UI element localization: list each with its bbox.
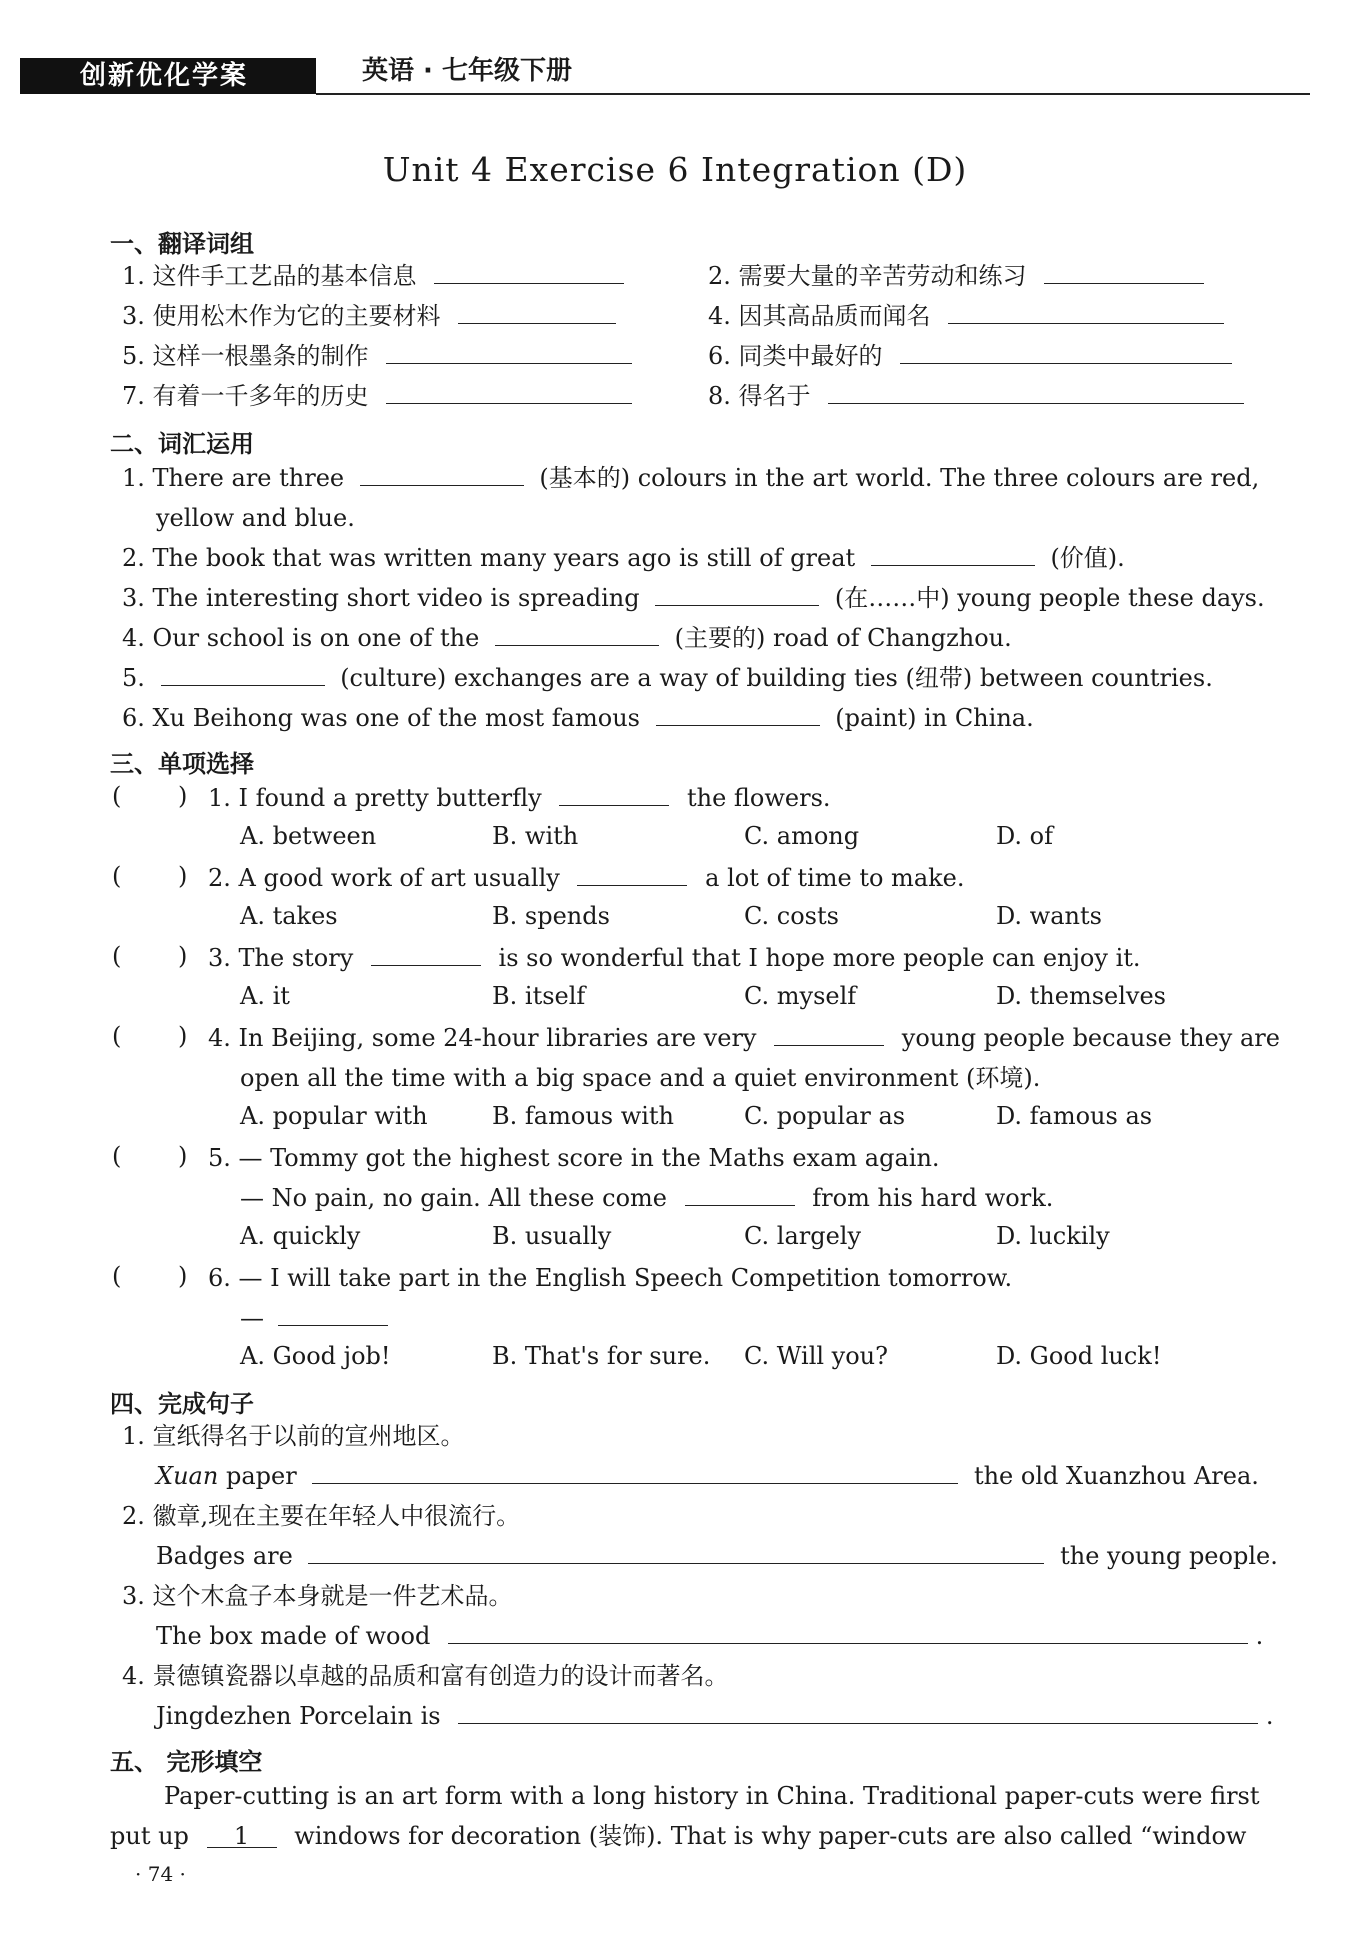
answer-blank[interactable] [386,381,632,404]
question-text: 3. The interesting short video is spreading [122,584,640,612]
answer-paren-open: ( [112,1262,122,1290]
page-title: Unit 4 Exercise 6 Integration (D) [382,150,968,189]
answer-paren-close: ) [178,862,188,890]
option-a[interactable]: A. popular with [240,1102,428,1130]
cloze-blank-1[interactable]: 1 [207,1825,277,1848]
answer-blank[interactable] [312,1461,958,1484]
question-text: a lot of time to make. [705,864,965,892]
option-d[interactable]: D. luckily [996,1222,1110,1250]
question-text: Jingdezhen Porcelain is [156,1702,441,1730]
answer-blank[interactable] [655,583,819,606]
answer-blank[interactable] [774,1023,884,1046]
answer-blank[interactable] [685,1183,795,1206]
option-d[interactable]: D. Good luck! [996,1342,1162,1370]
answer-blank[interactable] [360,463,524,486]
question-text: young people because they are [901,1024,1280,1052]
answer-paren-close: ) [178,1262,188,1290]
option-c[interactable]: C. myself [744,982,857,1010]
answer-blank[interactable] [308,1541,1044,1564]
option-c[interactable]: C. popular as [744,1102,906,1130]
vocab-q5 [122,662,1213,694]
answer-paren-close: ) [178,782,188,810]
item-text: 1. 这件手工艺品的基本信息 [122,262,417,290]
section-heading-5: 五、 完形填空 [110,1748,263,1776]
answer-blank[interactable] [656,703,820,726]
mc-q4-cont: open all the time with a big space and a quiet environment (环境). [240,1064,1041,1092]
item-text: 7. 有着一千多年的历史 [122,382,369,410]
sentence-q3-cn: 3. 这个木盒子本身就是一件艺术品。 [122,1582,513,1610]
sentence-q4-en [156,1700,1273,1732]
brand-logo: 创新优化学案 [20,58,316,94]
translate-item-2 [708,260,1204,292]
option-a[interactable]: A. it [240,982,290,1010]
question-text: is so wonderful that I hope more people can enjoy it. [498,944,1141,972]
option-c[interactable]: C. Will you? [744,1342,888,1370]
passage-text: put up [110,1822,189,1850]
item-text: 2. 需要大量的辛苦劳动和练习 [708,262,1027,290]
mc-q6: 6. — I will take part in the English Speech Competition tomorrow. [208,1264,1013,1292]
answer-paren-close: ) [178,1022,188,1050]
option-a[interactable]: A. Good job! [240,1342,391,1370]
answer-blank[interactable] [828,381,1244,404]
mc-q6-reply [240,1302,388,1334]
answer-paren-close: ) [178,1142,188,1170]
answer-blank[interactable] [278,1303,388,1326]
option-a[interactable]: A. between [240,822,377,850]
header-rule [316,93,1310,95]
answer-blank[interactable] [948,301,1224,324]
vocab-q1-cont: yellow and blue. [156,504,355,532]
item-text: 8. 得名于 [708,382,811,410]
question-text: the flowers. [686,784,831,812]
section-heading-3: 三、单项选择 [110,750,254,778]
question-text: 6. Xu Beihong was one of the most famous [122,704,640,732]
answer-blank[interactable] [559,783,669,806]
vocab-q1 [122,462,1259,494]
option-d[interactable]: D. famous as [996,1102,1153,1130]
question-text: from his hard work. [812,1184,1054,1212]
question-text: the young people. [1060,1542,1278,1570]
answer-paren-open: ( [112,942,122,970]
sentence-q1-en [156,1460,1259,1492]
item-text: 4. 因其高品质而闻名 [708,302,931,330]
answer-blank[interactable] [871,543,1035,566]
answer-blank[interactable] [1044,261,1204,284]
answer-blank[interactable] [458,301,616,324]
option-d[interactable]: D. themselves [996,982,1166,1010]
option-b[interactable]: B. That's for sure. [492,1342,711,1370]
passage-text: windows for decoration (装饰). That is why paper-cuts are also called “window [294,1822,1247,1850]
question-text: (基本的) colours in the art world. The three colours are red, [539,464,1260,492]
question-text: . [1255,1622,1264,1650]
option-b[interactable]: B. famous with [492,1102,675,1130]
question-text: Badges are [156,1542,293,1570]
question-text: the old Xuanzhou Area. [973,1462,1259,1490]
answer-paren-close: ) [178,942,188,970]
answer-blank[interactable] [577,863,687,886]
option-d[interactable]: D. wants [996,902,1102,930]
answer-paren-open: ( [112,1022,122,1050]
section-heading-4: 四、完成句子 [110,1390,254,1418]
mc-q2 [208,862,965,894]
option-b[interactable]: B. spends [492,902,610,930]
translate-item-3 [122,300,616,332]
sentence-q2-cn: 2. 徽章,现在主要在年轻人中很流行。 [122,1502,521,1530]
answer-paren-open: ( [112,862,122,890]
option-c[interactable]: C. among [744,822,860,850]
sentence-q1-cn: 1. 宣纸得名于以前的宣州地区。 [122,1422,465,1450]
cloze-line-1: Paper-cutting is an art form with a long history in China. Traditional paper-cuts were first [164,1782,1260,1810]
question-text: 1. There are three [122,464,345,492]
mc-q1 [208,782,831,814]
item-text: 5. 这样一根墨条的制作 [122,342,369,370]
page-header [20,52,1310,94]
question-text: (culture) exchanges are a way of building ties (纽带) between countries. [340,664,1213,692]
question-text: 5. [122,664,145,692]
translate-item-5 [122,340,632,372]
answer-blank[interactable] [386,341,632,364]
mc-q3 [208,942,1141,974]
question-text: — No pain, no gain. All these come [240,1184,667,1212]
question-text: 2. A good work of art usually [208,864,560,892]
option-b[interactable]: B. itself [492,982,586,1010]
question-text: (主要的) road of Changzhou. [674,624,1012,652]
option-d[interactable]: D. of [996,822,1053,850]
answer-blank[interactable] [161,663,325,686]
question-text: (paint) in China. [835,704,1034,732]
answer-paren-open: ( [112,1142,122,1170]
answer-blank[interactable] [458,1701,1258,1724]
option-c[interactable]: C. costs [744,902,839,930]
translate-item-6 [708,340,1232,372]
sentence-q3-en [156,1620,1263,1652]
translate-item-8 [708,380,1244,412]
option-c[interactable]: C. largely [744,1222,862,1250]
item-text: 6. 同类中最好的 [708,342,883,370]
cloze-line-2 [110,1820,1246,1852]
answer-blank[interactable] [495,623,659,646]
vocab-q2 [122,542,1125,574]
question-text: 2. The book that was written many years ago is still of great [122,544,856,572]
question-text: — [240,1304,264,1332]
question-text: 1. I found a pretty butterfly [208,784,542,812]
answer-blank[interactable] [448,1621,1248,1644]
question-text: (在……中) young people these days. [834,584,1265,612]
page-number: · 74 · [135,1862,186,1886]
mc-q5: 5. — Tommy got the highest score in the Maths exam again. [208,1144,940,1172]
answer-blank[interactable] [900,341,1232,364]
sentence-q4-cn: 4. 景德镇瓷器以卓越的品质和富有创造力的设计而著名。 [122,1662,729,1690]
question-text: Xuan [156,1462,219,1490]
question-text: 4. Our school is on one of the [122,624,480,652]
question-text: (价值). [1050,544,1125,572]
question-text: paper [225,1462,297,1490]
vocab-q4 [122,622,1012,654]
section-heading-1: 一、翻译词组 [110,230,254,258]
answer-blank[interactable] [371,943,481,966]
translate-item-1 [122,260,624,292]
mc-q5-reply [240,1182,1053,1214]
answer-paren-open: ( [112,782,122,810]
option-a[interactable]: A. quickly [240,1222,361,1250]
option-b[interactable]: B. usually [492,1222,612,1250]
question-text: The box made of wood [156,1622,431,1650]
question-text: . [1265,1702,1274,1730]
item-text: 3. 使用松木作为它的主要材料 [122,302,441,330]
question-text: 4. In Beijing, some 24-hour libraries are very [208,1024,757,1052]
option-b[interactable]: B. with [492,822,579,850]
translate-item-4 [708,300,1224,332]
option-a[interactable]: A. takes [240,902,338,930]
sentence-q2-en [156,1540,1278,1572]
question-text: 3. The story [208,944,354,972]
translate-item-7 [122,380,632,412]
section-heading-2: 二、词汇运用 [110,430,254,458]
vocab-q6 [122,702,1034,734]
mc-q4 [208,1022,1280,1054]
subject-label: 英语 · 七年级下册 [362,56,572,86]
vocab-q3 [122,582,1265,614]
answer-blank[interactable] [434,261,624,284]
